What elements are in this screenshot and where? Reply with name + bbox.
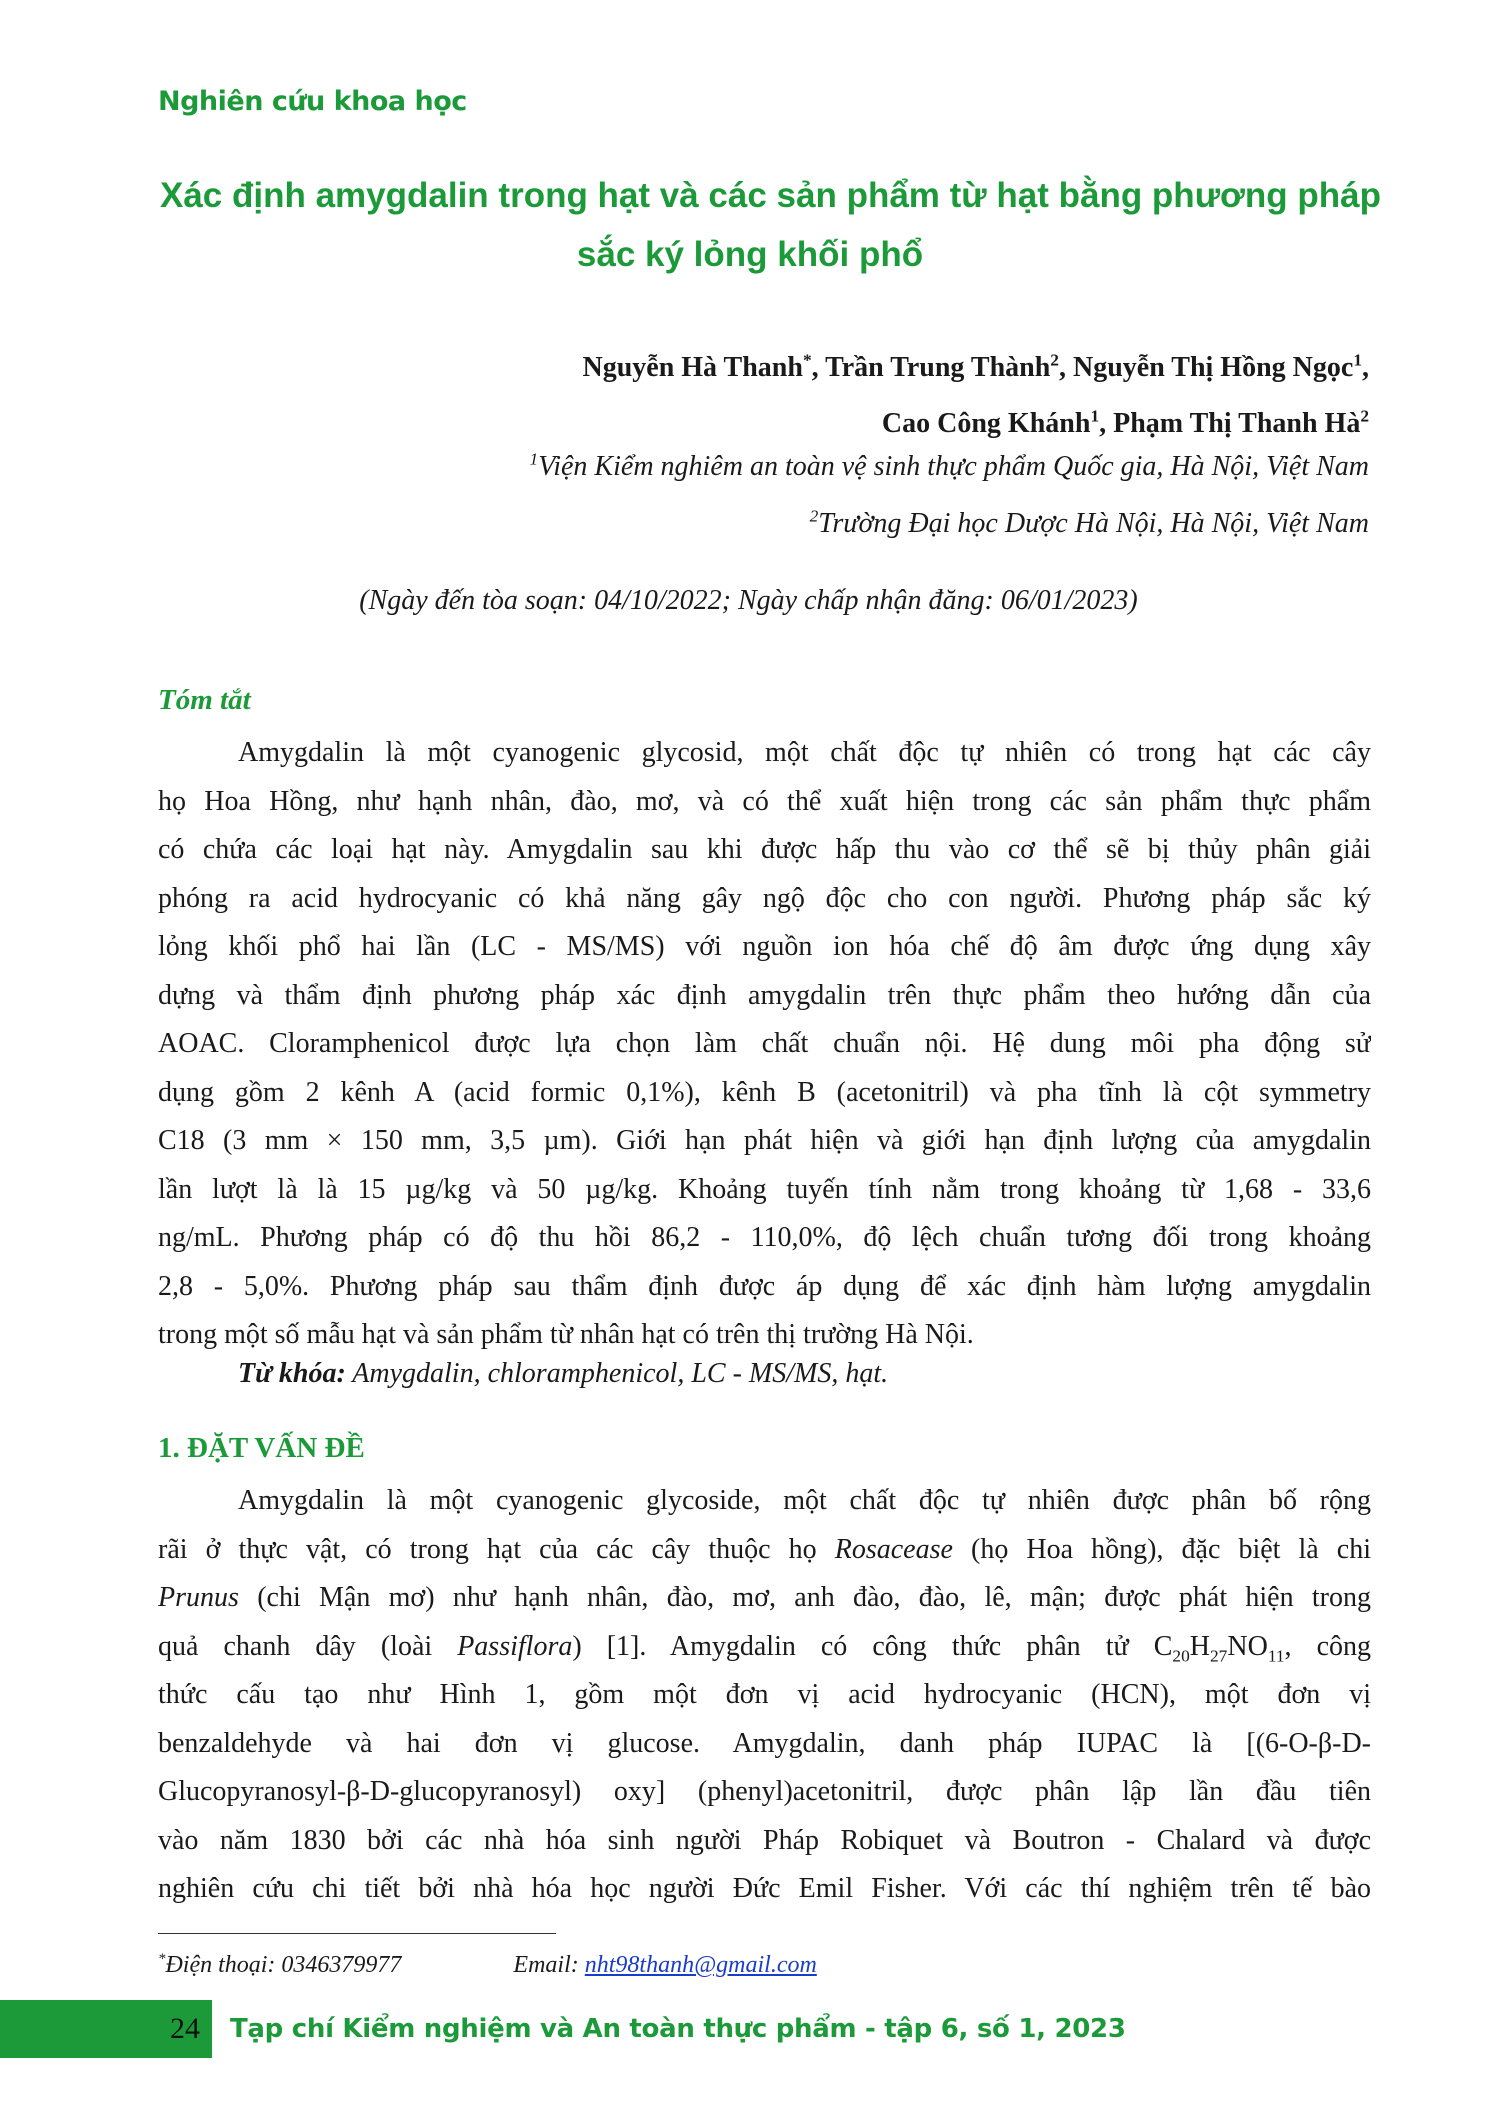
author-name: Cao Công Khánh [881,408,1091,439]
keywords-text: Amygdalin, chloramphenicol, LC - MS/MS, hạt. [345,1358,889,1389]
abstract-line: dựng và thẩm định phương pháp xác định amygdalin trên thực phẩm theo hướng dẫn của [158,979,1371,1011]
title-line: Xác định amygdalin trong hạt và các sản phẩm từ hạt bằng phương pháp [160,176,1382,215]
body-line: benzaldehyde và hai đơn vị glucose. Amygdalin, danh pháp IUPAC là [(6-O-β-D- [158,1727,1371,1759]
abstract-line: ng/mL. Phương pháp có độ thu hồi 86,2 - 110,0%, độ lệch chuẩn tương đối trong khoảng [158,1222,1371,1253]
formula-part: H [1189,1630,1210,1662]
body-line: vào năm 1830 bởi các nhà hóa sinh người Pháp Robiquet và Boutron - Chalard và được [158,1824,1371,1856]
formula-subscript: 27 [1210,1646,1228,1666]
title-line: sắc ký lỏng khối phổ [576,235,924,274]
author-separator: , [1362,352,1369,383]
body-line [158,1623,1371,1672]
affiliation-marker: 1 [529,449,539,469]
body-line: Amygdalin là một cyanogenic glycoside, một chất độc tự nhiên được phân bố rộng [238,1485,1371,1516]
body-text: (chi Mận mơ) như hạnh nhân, đào, mơ, anh đào, đào, lê, mận; được phát hiện trong [238,1582,1371,1613]
author-list [582,340,1369,452]
author-marker: 2 [1050,350,1059,370]
affiliation [530,451,1369,483]
footnote-phone: Điện thoại: 0346379977 [165,1952,402,1978]
affiliation-marker: 2 [809,506,819,526]
abstract-line: phóng ra acid hydrocyanic có khả năng gây ngộ độc cho con người. Phương pháp sắc ký [158,882,1371,914]
body-line: thức cấu tạo như Hình 1, gồm một đơn vị acid hydrocyanic (HCN), một đơn vị [158,1679,1371,1710]
body-text: , công [1284,1630,1371,1662]
abstract-heading: Tóm tắt [158,684,251,716]
taxon-name: Prunus [158,1582,239,1613]
abstract-line: C18 (3 mm × 150 mm, 3,5 µm). Giới hạn phát hiện và giới hạn định lượng của amygdalin [158,1125,1371,1156]
affiliation-text: Trường Đại học Dược Hà Nội, Hà Nội, Việt Nam [818,508,1369,539]
section-body [158,1477,1371,1914]
abstract-line: có chứa các loại hạt này. Amygdalin sau khi được hấp thu vào cơ thể sẽ bị thủy phân giải [158,834,1371,865]
body-line: nghiên cứu chi tiết bởi nhà hóa học người Đức Emil Fisher. Với các thí nghiệm trên tế bào [158,1873,1371,1904]
body-line [158,1526,1371,1575]
abstract-line: trong một số mẫu hạt và sản phẩm từ nhân hạt có trên thị trường Hà Nội. [158,1319,974,1350]
footnote-marker: * [158,1951,166,1967]
body-text: rãi ở thực vật, có trong hạt của các cây thuộc họ [158,1533,835,1565]
abstract-body [158,729,1371,1360]
body-line [158,1574,1371,1623]
author-marker: 2 [1360,406,1369,426]
page-footer [0,2000,1497,2058]
footnote-divider [158,1933,556,1934]
formula-subscript: 20 [1172,1646,1190,1666]
author-marker: 1 [1090,406,1100,426]
author-line [582,340,1369,396]
body-text: ) [1]. Amygdalin có công thức phân tử C [572,1630,1173,1662]
section-label: Nghiên cứu khoa học [158,86,467,117]
abstract-line: lần lượt là là 15 µg/kg và 50 µg/kg. Khoảng tuyến tính nằm trong khoảng từ 1,68 - 33,6 [158,1173,1371,1205]
footnote-email-label: Email: [513,1952,585,1978]
author-name: Nguyễn Hà Thanh [582,352,803,383]
abstract-line: lỏng khối phổ hai lần (LC - MS/MS) với nguồn ion hóa chế độ âm được ứng dụng xây [158,931,1371,962]
author-marker: 1 [1353,350,1362,370]
formula-part: NO [1227,1630,1268,1662]
author-name: , Phạm Thị Thanh Hà [1099,408,1361,439]
abstract-line: họ Hoa Hồng, như hạnh nhân, đào, mơ, và có thể xuất hiện trong các sản phẩm thực phẩm [158,785,1371,817]
footnote [158,1952,817,1979]
email-link[interactable]: nht98thanh@gmail.com [584,1952,817,1978]
keywords [238,1358,888,1390]
author-name: , Nguyễn Thị Hồng Ngọc [1058,352,1354,383]
keywords-label: Từ khóa: [238,1358,346,1389]
abstract-line: 2,8 - 5,0%. Phương pháp sau thẩm định được áp dụng để xác định hàm lượng amygdalin [158,1270,1371,1302]
author-name: , Trần Trung Thành [811,352,1051,383]
taxon-name: Passiflora [457,1630,573,1662]
body-line: Glucopyranosyl-β-D-glucopyranosyl) oxy] (phenyl)acetonitril, được phân lập lần đầu tiên [158,1776,1371,1807]
page-number: 24 [0,2000,212,2058]
affiliation-text: Viện Kiểm nghiêm an toàn vệ sinh thực phẩm Quốc gia, Hà Nội, Việt Nam [538,451,1369,482]
section-heading: 1. ĐẶT VẤN ĐỀ [158,1432,365,1464]
taxon-name: Rosacease [834,1533,953,1565]
formula-subscript: 11 [1267,1646,1285,1666]
journal-name: Tạp chí Kiểm nghiệm và An toàn thực phẩm - tập 6, số 1, 2023 [230,2014,1126,2044]
abstract-line: AOAC. Cloramphenicol được lựa chọn làm chất chuẩn nội. Hệ dung môi pha động sử [158,1028,1371,1059]
abstract-line: dụng gồm 2 kênh A (acid formic 0,1%), kênh B (acetonitril) và pha tĩnh là cột symmetry [158,1076,1371,1108]
author-marker: * [802,350,812,370]
abstract-line: Amygdalin là một cyanogenic glycosid, một chất độc tự nhiên có trong hạt các cây [238,737,1371,768]
article-title [160,166,1382,284]
body-text: quả chanh dây (loài [158,1630,458,1662]
author-line [582,396,1369,452]
body-text: (họ Hoa hồng), đặc biệt là chi [952,1533,1371,1565]
submission-dates: (Ngày đến tòa soạn: 04/10/2022; Ngày chấp nhận đăng: 06/01/2023) [359,585,1138,616]
affiliation [810,508,1369,540]
